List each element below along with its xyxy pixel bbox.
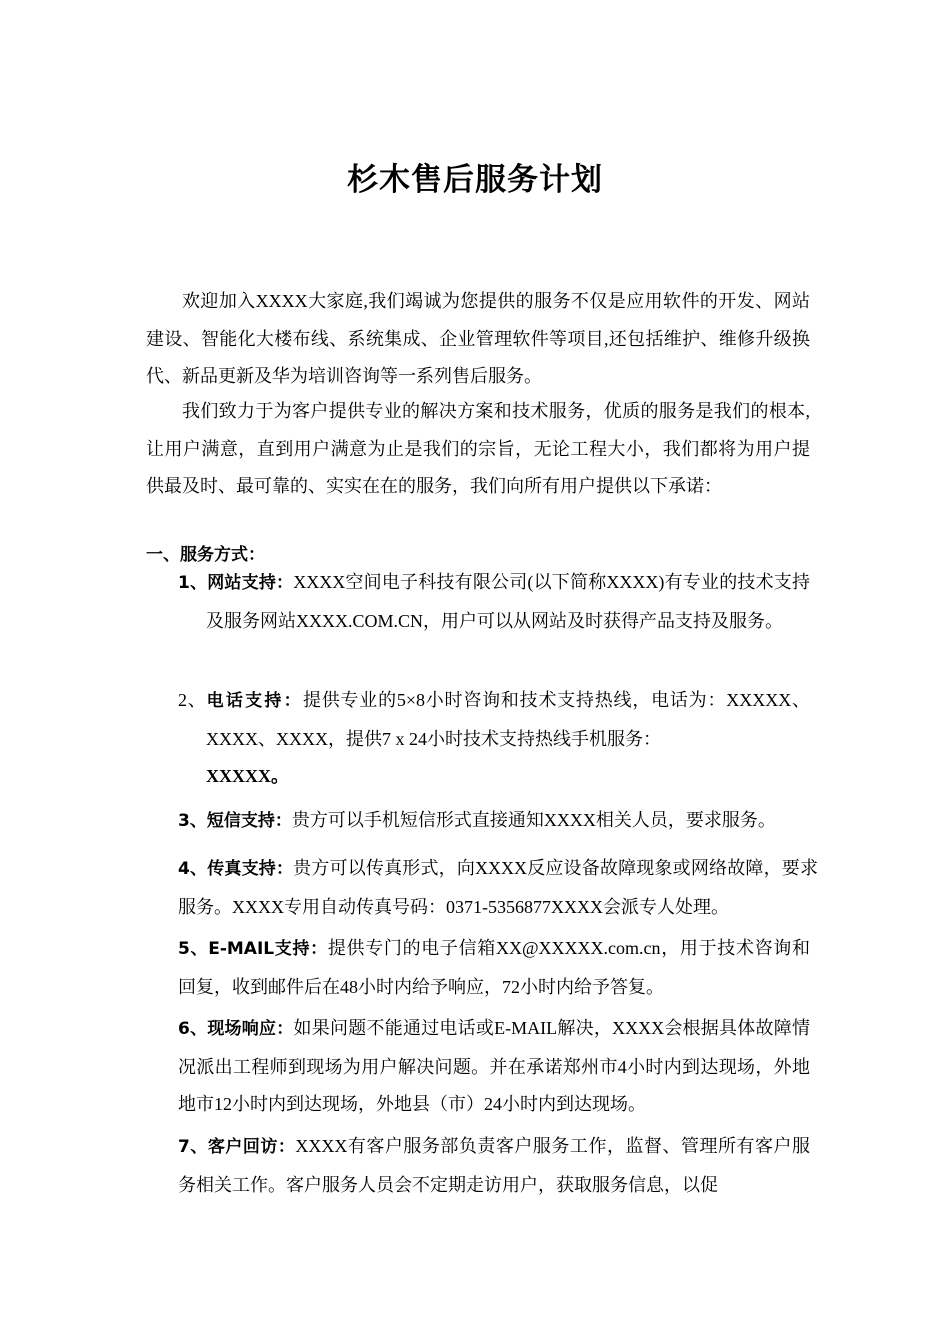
item-label: E-MAIL支持：	[208, 939, 328, 959]
service-item-onsite-response	[178, 1010, 810, 1124]
item-number: 1、	[178, 573, 208, 593]
item-number: 2、	[178, 690, 207, 710]
item-number: 3、	[178, 811, 207, 831]
intro-paragraph-2: 我们致力于为客户提供专业的解决方案和技术服务，优质的服务是我们的根本,让用户满意，直到用户满意为止是我们的宗旨，无论工程大小，我们都将为用户提供最及时、最可靠的、实实在在的服务，我们向所有用户提供以下承诺：	[146, 401, 810, 496]
item-text: 如果问题不能通过电话或E-MAIL解决，XXXX会根据具体故障情况派出工程师到现场为用户解决问题。并在承诺郑州市4小时内到达现场，外地地市12小时内到达现场，外地县（市）24小时内到达现场。	[178, 1018, 810, 1114]
item-text: 贵方可以手机短信形式直接通知XXXX相关人员，要求服务。	[291, 810, 776, 830]
item-label: 传真支持：	[207, 859, 294, 879]
item-number: 4、	[178, 859, 208, 879]
service-item-customer-followup	[178, 1128, 810, 1204]
section-heading-service-methods: 一、服务方式：	[146, 545, 265, 565]
item-label: 短信支持：	[206, 811, 292, 831]
item-number: 7、	[178, 1137, 208, 1157]
item-label: 客户回访：	[207, 1137, 296, 1157]
item-text-tail: XXXXX。	[206, 766, 289, 786]
service-item-phone-support	[178, 682, 810, 796]
item-text: XXXX空间电子科技有限公司(以下简称XXXX)有专业的技术支持及服务网站XXXX.COM.CN，用户可以从网站及时获得产品支持及服务。	[206, 572, 810, 631]
service-item-email-support	[178, 930, 810, 1006]
item-number: 6、	[178, 1019, 208, 1039]
service-item-sms-support	[178, 802, 818, 841]
item-text: 贵方可以传真形式，向XXXX反应设备故障现象或网络故障，要求服务。XXXX专用自动传真号码：0371-5356877XXXX会派专人处理。	[178, 858, 818, 917]
item-number: 5、	[178, 939, 209, 959]
item-label: 现场响应：	[207, 1019, 294, 1039]
intro-paragraph-1: 欢迎加入XXXX大家庭,我们竭诚为您提供的服务不仅是应用软件的开发、网站建设、智能化大楼布线、系统集成、企业管理软件等项目,还包括维护、维修升级换代、新品更新及华为培训咨询等一系列售后服务。	[146, 291, 810, 386]
service-item-website-support	[178, 564, 810, 640]
item-text: 提供专业的5×8小时咨询和技术支持热线，电话为：XXXXX、XXXX、XXXX，提供7 x 24小时技术支持热线手机服务：	[206, 690, 810, 749]
item-text: XXXX有客户服务部负责客户服务工作，监督、管理所有客户服务相关工作。客户服务人员会不定期走访用户，获取服务信息，以促	[178, 1136, 810, 1195]
service-item-fax-support	[178, 850, 818, 926]
document-title: 杉木售后服务计划	[347, 162, 603, 198]
item-label: 网站支持：	[207, 573, 294, 593]
item-label: 电话支持：	[206, 691, 303, 711]
item-text: 提供专门的电子信箱XX@XXXXX.com.cn，用于技术咨询和回复，收到邮件后在48小时内给予响应，72小时内给予答复。	[178, 938, 810, 997]
